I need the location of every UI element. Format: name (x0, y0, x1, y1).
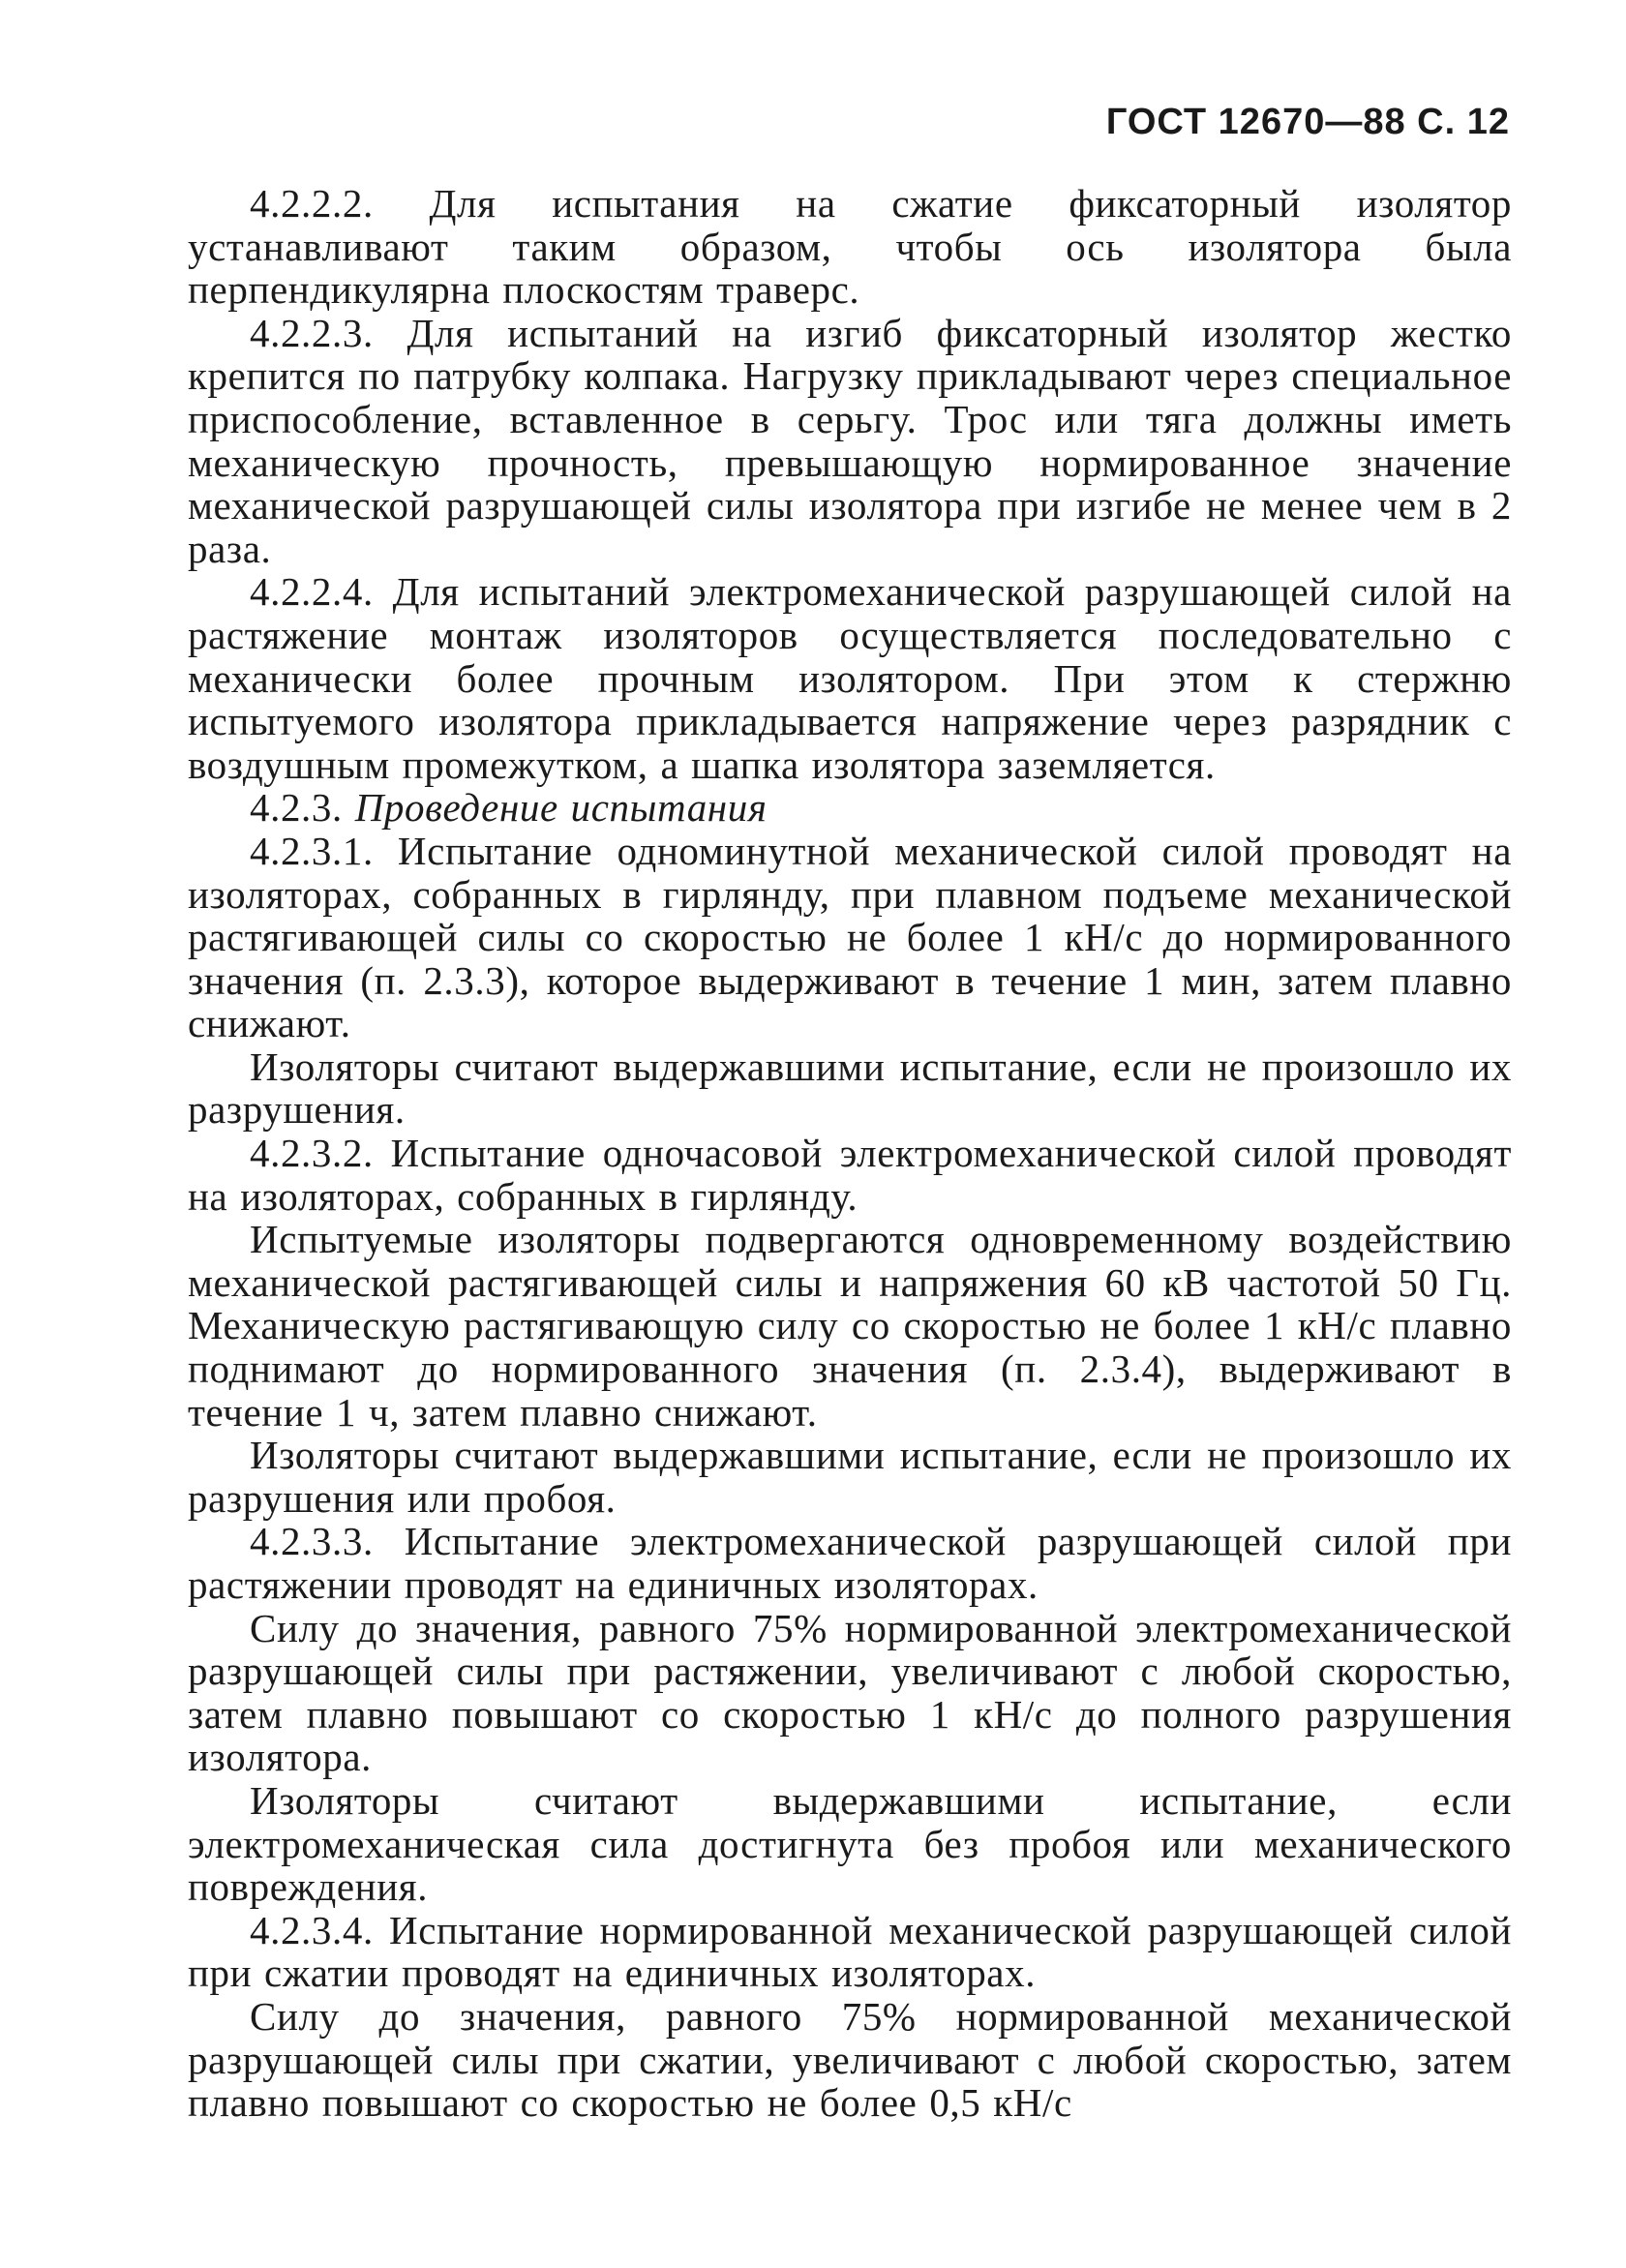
paragraph-4-2-2-3: 4.2.2.3. Для испытаний на изгиб фиксаторный изолятор жестко крепится по патрубку колпака. Нагрузку прикладывают через специальное приспособление, вставленное в серьгу. Трос или тяга должны иметь механическую прочность, превышающую нормированное значение механической разрушающей силы изолятора при изгибе не менее чем в 2 раза. (188, 310, 1512, 571)
paragraph-result-2: Изоляторы считают выдержавшими испытание, если не произошло их разрушения или пробоя. (188, 1433, 1512, 1521)
section-heading-4-2-3 (188, 786, 1512, 830)
page-header: ГОСТ 12670—88 С. 12 (1105, 102, 1510, 142)
paragraph-4-2-3-1: 4.2.3.1. Испытание одноминутной механической силой проводят на изоляторах, собранных в гирлянду, при плавном подъеме механической растягивающей силы со скоростью не более 1 кН/с до нормированного значения (п. 2.3.3), которое выдерживают в течение 1 мин, затем плавно снижают. (188, 828, 1512, 1046)
paragraph-4-2-3-2: 4.2.3.2. Испытание одночасовой электромеханической силой проводят на изоляторах, собранных в гирлянду. (188, 1131, 1512, 1219)
paragraph-4-2-3-4: 4.2.3.4. Испытание нормированной механической разрушающей силой при сжатии проводят на единичных изоляторах. (188, 1907, 1512, 1996)
paragraph-force-compression: Силу до значения, равного 75% нормированной механической разрушающей силы при сжатии, увеличивают с любой скоростью, затем плавно повышают со скоростью не более 0,5 кН/с (188, 1993, 1512, 2126)
section-heading-number: 4.2.3. (250, 785, 343, 831)
body-text (188, 182, 1512, 2125)
paragraph-force-tension: Силу до значения, равного 75% нормированной электромеханической разрушающей силы при растяжении, увеличивают с любой скоростью, затем плавно повышают со скоростью 1 кН/с до полного разрушения изолятора. (188, 1605, 1512, 1780)
paragraph-test-conditions: Испытуемые изоляторы подвергаются одновременному воздействию механической растягивающей силы и напряжения 60 кВ частотой 50 Гц. Механическую растягивающую силу со скоростью не более 1 кН/с плавно поднимают до нормированного значения (п. 2.3.4), выдерживают в течение 1 ч, затем плавно снижают. (188, 1217, 1512, 1435)
section-heading-title: Проведение испытания (354, 785, 768, 831)
paragraph-4-2-3-3: 4.2.3.3. Испытание электромеханической разрушающей силой при растяжении проводят на единичных изоляторах. (188, 1519, 1512, 1607)
paragraph-result-3: Изоляторы считают выдержавшими испытание, если электромеханическая сила достигнута без пробоя или механического повреждения. (188, 1777, 1512, 1910)
paragraph-4-2-2-2: 4.2.2.2. Для испытания на сжатие фиксаторный изолятор устанавливают таким образом, чтобы ось изолятора была перпендикулярна плоскостям траверс. (188, 181, 1512, 313)
paragraph-result-1: Изоляторы считают выдержавшими испытание, если не произошло их разрушения. (188, 1043, 1512, 1133)
paragraph-4-2-2-4: 4.2.2.4. Для испытаний электромеханической разрушающей силой на растяжение монтаж изоляторов осуществляется последовательно с механически более прочным изолятором. При этом к стержню испытуемого изолятора прикладывается напряжение через разрядник с воздушным промежутком, а шапка изолятора заземляется. (188, 569, 1512, 787)
